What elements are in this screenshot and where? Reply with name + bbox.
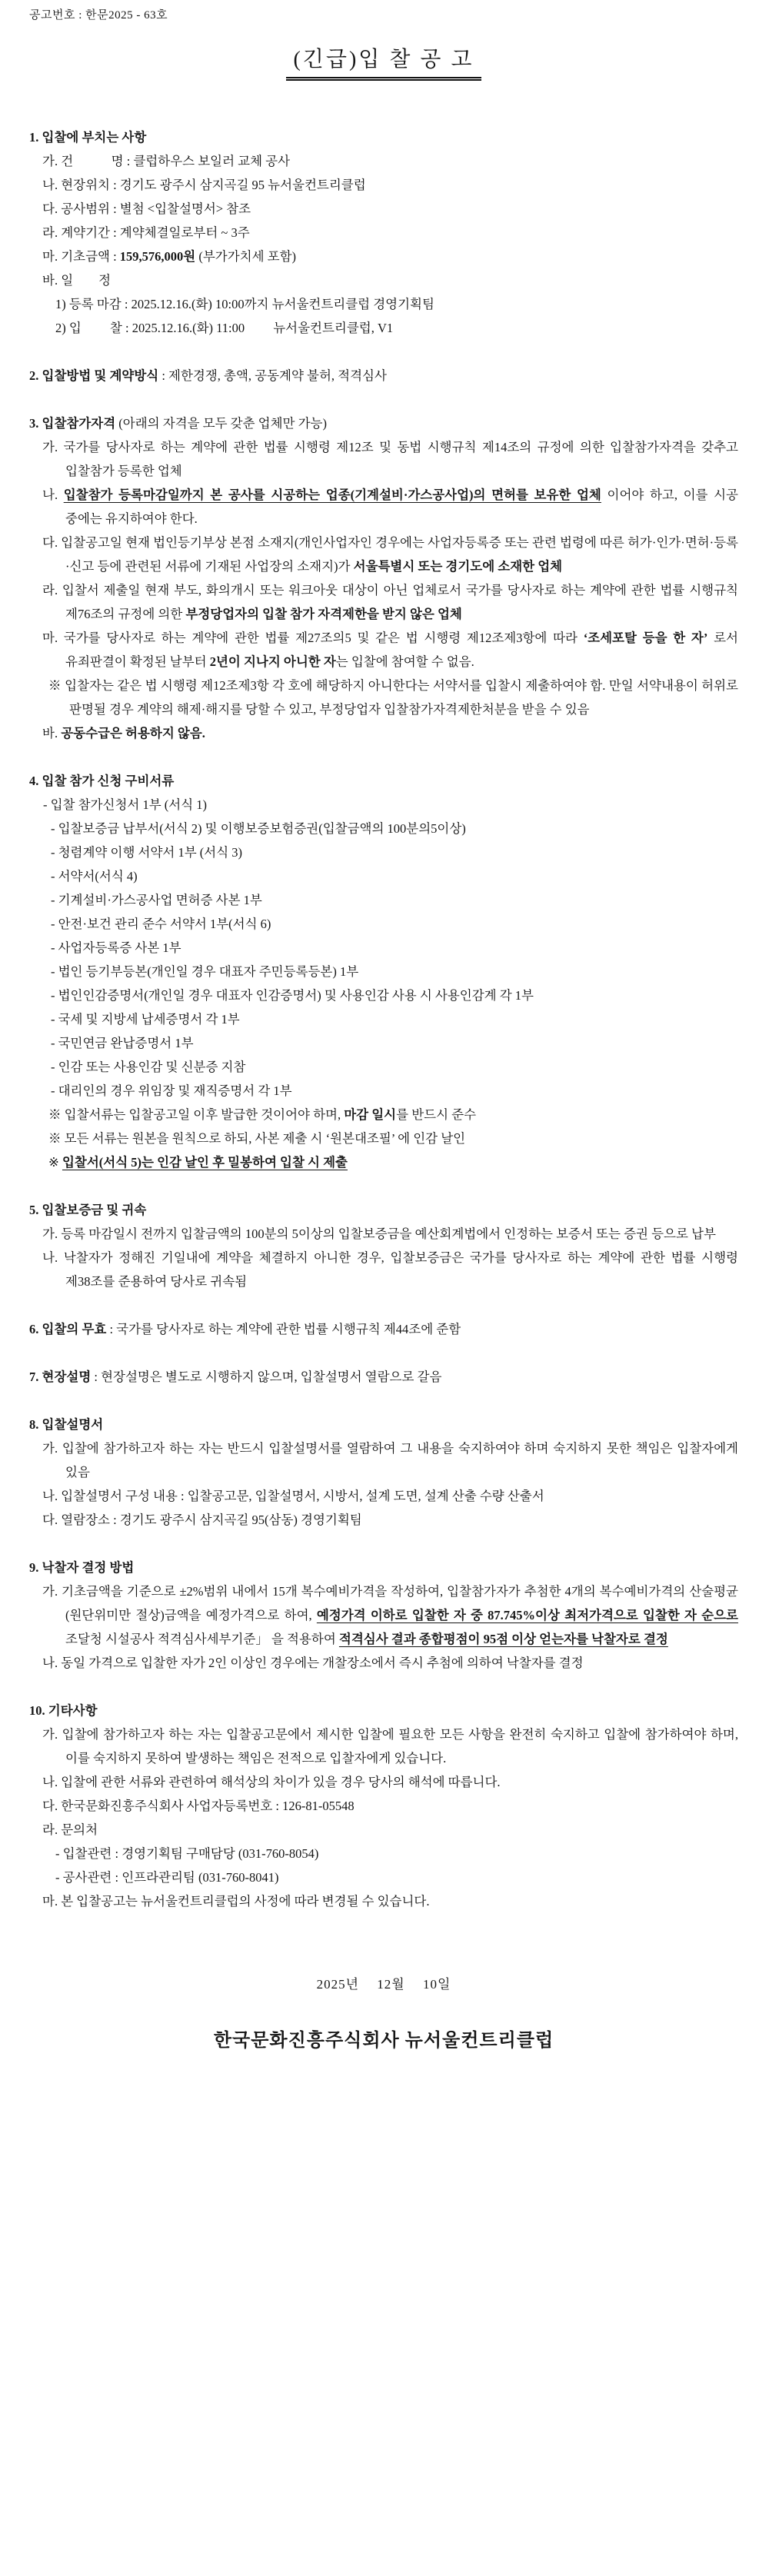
issuer-company-name: 한국문화진흥주식회사 뉴서울컨트리클럽 xyxy=(213,2031,554,2051)
doc-line: 다. 공사범위 : 별첨 <입찰설명서> 참조 xyxy=(42,201,251,216)
doc-line: 가. 건 명 : 클럽하우스 보일러 교체 공사 xyxy=(42,154,291,168)
doc-line: 2) 입 찰 : 2025.12.16.(화) 11:00 뉴서울컨트리클럽, V1 xyxy=(55,321,394,335)
doc-line: 6. 입찰의 무효 : 국가를 당사자로 하는 계약에 관한 법률 시행규칙 제44조에 준함 xyxy=(29,1322,461,1336)
doc-line: 마. 본 입찰공고는 뉴서울컨트리클럽의 사정에 따라 변경될 수 있습니다. xyxy=(42,1894,430,1909)
doc-line: 10. 기타사항 xyxy=(29,1703,98,1718)
doc-line: - 입찰보증금 납부서(서식 2) 및 이행보증보험증권(입찰금액의 100분의5이상) xyxy=(51,821,466,836)
doc-line: 8. 입찰설명서 xyxy=(29,1417,104,1432)
doc-line: 가. 국가를 당사자로 하는 계약에 관한 법률 시행령 제12조 및 동법 시행규칙 제14조의 규정에 의한 입찰참가자격을 갖추고 입찰참가 등록한 업체 xyxy=(42,440,738,478)
doc-line: 마. 국가를 당사자로 하는 계약에 관한 법률 제27조의5 및 같은 법 시행령 제12조제3항에 따라 ‘조세포탈 등을 한 자’ 로서 유죄판결이 확정된 날부터 2년이 지나지 아니한 자는 입찰에 참여할 수 없음. xyxy=(42,631,738,669)
doc-line: 라. 계약기간 : 계약체결일로부터 ~ 3주 xyxy=(42,225,250,240)
doc-line: 바. 공동수급은 허용하지 않음. xyxy=(42,726,205,741)
doc-line: 나. 입찰설명서 구성 내용 : 입찰공고문, 입찰설명서, 시방서, 설계 도면, 설계 산출 수량 산출서 xyxy=(42,1489,544,1503)
doc-line: 5. 입찰보증금 및 귀속 xyxy=(29,1203,147,1217)
doc-line: - 기계설비·가스공사업 면허증 사본 1부 xyxy=(51,893,262,907)
doc-line: - 인감 또는 사용인감 및 신분증 지참 xyxy=(51,1060,246,1074)
doc-line: 바. 일 정 xyxy=(42,273,112,288)
doc-line: 라. 문의처 xyxy=(42,1822,98,1837)
doc-line: 가. 기초금액을 기준으로 ±2%범위 내에서 15개 복수예비가격을 작성하여, 입찰참가자가 추첨한 4개의 복수예비가격의 산술평균(원단위미만 절상)금액을 예정가격으로 하여, 예정가격 이하로 입찰한 자 중 87.745%이상 최저가격으로 입찰한 자 순으로 조달청 시설공사 적격심사세부기준」 을 적용하여 적격심사 결과 종합평점이 95점 이상 얻는자를 낙찰자로 결정 xyxy=(42,1584,738,1646)
doc-line: 라. 입찰서 제출일 현재 부도, 화의개시 또는 워크아웃 대상이 아닌 업체로서 국가를 당사자로 하는 계약에 관한 법률 시행규칙 제76조의 규정에 의한 부정당업자의 입찰 참가 자격제한을 받지 않은 업체 xyxy=(42,583,738,621)
doc-line: 4. 입찰 참가 신청 구비서류 xyxy=(29,774,175,788)
doc-line: 나. 현장위치 : 경기도 광주시 삼지곡길 95 뉴서울컨트리클럽 xyxy=(42,178,366,192)
doc-line: 1) 등록 마감 : 2025.12.16.(화) 10:00까지 뉴서울컨트리클럽 경영기획팀 xyxy=(55,297,434,311)
doc-line: - 입찰 참가신청서 1부 (서식 1) xyxy=(43,797,207,812)
doc-line: - 입찰관련 : 경영기획팀 구매담당 (031-760-8054) xyxy=(55,1846,319,1861)
doc-line: 나. 입찰에 관한 서류와 관련하여 해석상의 차이가 있을 경우 당사의 해석에 따릅니다. xyxy=(42,1775,501,1789)
doc-line: - 국민연금 완납증명서 1부 xyxy=(51,1036,194,1050)
document-title-wrap xyxy=(29,42,738,81)
doc-line: 2. 입찰방법 및 계약방식 : 제한경쟁, 총액, 공동계약 불허, 적격심사 xyxy=(29,368,387,383)
doc-line: 가. 입찰에 참가하고자 하는 자는 반드시 입찰설명서를 열람하여 그 내용을 숙지하여야 하며 숙지하지 못한 책임은 입찰자에게 있음 xyxy=(42,1441,738,1479)
doc-line: ※ 입찰자는 같은 법 시행령 제12조제3항 각 호에 해당하지 아니한다는 서약서를 입찰시 제출하여야 함. 만일 서약내용이 허위로 판명될 경우 계약의 해제·해지를 당할 수 있고, 부정당업자 입찰참가자격제한처분을 받을 수 있음 xyxy=(48,678,738,717)
doc-line: - 대리인의 경우 위임장 및 재직증명서 각 1부 xyxy=(51,1083,292,1098)
doc-line: 마. 기초금액 : 159,576,000원 (부가가치세 포함) xyxy=(42,249,297,264)
doc-line: 다. 입찰공고일 현재 법인등기부상 본점 소재지(개인사업자인 경우에는 사업자등록증 또는 관련 법령에 따른 허가·인가·면허·등록·신고 등에 관련된 서류에 기재된 사업장의 소재지)가 서울특별시 또는 경기도에 소재한 업체 xyxy=(42,535,738,574)
doc-line: 7. 현장설명 : 현장설명은 별도로 시행하지 않으며, 입찰설명서 열람으로 갈음 xyxy=(29,1370,442,1384)
doc-line: 3. 입찰참가자격 (아래의 자격을 모두 갖춘 업체만 가능) xyxy=(29,416,327,431)
doc-line: - 서약서(서식 4) xyxy=(51,869,138,884)
doc-line: - 법인 등기부등본(개인일 경우 대표자 주민등록등본) 1부 xyxy=(51,964,359,979)
doc-line: 1. 입찰에 부치는 사항 xyxy=(29,130,147,145)
notice-number: 공고번호 : 한문2025 - 63호 xyxy=(29,9,168,22)
document-body xyxy=(29,125,738,1913)
doc-line: ※ 입찰서류는 입찰공고일 이후 발급한 것이어야 하며, 마감 일시를 반드시 준수 xyxy=(48,1107,477,1122)
doc-line: 다. 한국문화진흥주식회사 사업자등록번호 : 126-81-05548 xyxy=(42,1799,355,1813)
issue-date: 2025년 12월 10일 xyxy=(316,1977,451,1992)
doc-line: 나. 동일 가격으로 입찰한 자가 2인 이상인 경우에는 개찰장소에서 즉시 추첨에 의하여 낙찰자를 결정 xyxy=(42,1656,584,1670)
doc-line: - 안전·보건 관리 준수 서약서 1부(서식 6) xyxy=(51,917,271,931)
document-title: (긴급)입 찰 공 고 xyxy=(286,42,482,81)
doc-line: - 법인인감증명서(개인일 경우 대표자 인감증명서) 및 사용인감 사용 시 사용인감계 각 1부 xyxy=(51,988,534,1003)
doc-line: ※ 입찰서(서식 5)는 인감 날인 후 밀봉하여 입찰 시 제출 xyxy=(48,1155,348,1170)
doc-line: 나. 입찰참가 등록마감일까지 본 공사를 시공하는 업종(기계설비·가스공사업)의 면허를 보유한 업체 이어야 하고, 이를 시공 중에는 유지하여야 한다. xyxy=(42,488,738,526)
doc-line: - 청렴계약 이행 서약서 1부 (서식 3) xyxy=(51,845,243,860)
doc-line: - 공사관련 : 인프라관리팀 (031-760-8041) xyxy=(55,1870,279,1885)
doc-line: 다. 열람장소 : 경기도 광주시 삼지곡길 95(삼동) 경영기획팀 xyxy=(42,1513,362,1527)
doc-line: ※ 모든 서류는 원본을 원칙으로 하되, 사본 제출 시 ‘원본대조필’ 에 인감 날인 xyxy=(48,1131,466,1146)
doc-line: 9. 낙찰자 결정 방법 xyxy=(29,1560,135,1575)
doc-line: - 사업자등록증 사본 1부 xyxy=(51,940,181,955)
doc-line: 가. 등록 마감일시 전까지 입찰금액의 100분의 5이상의 입찰보증금을 예산회계법에서 인정하는 보증서 또는 증권 등으로 납부 xyxy=(42,1226,716,1241)
doc-line: - 국세 및 지방세 납세증명서 각 1부 xyxy=(51,1012,240,1027)
doc-line: 가. 입찰에 참가하고자 하는 자는 입찰공고문에서 제시한 입찰에 필요한 모든 사항을 완전히 숙지하고 입찰에 참가하여야 하며, 이를 숙지하지 못하여 발생하는 책임은 전적으로 입찰자에게 있습니다. xyxy=(42,1727,738,1766)
doc-line: 나. 낙찰자가 정해진 기일내에 계약을 체결하지 아니한 경우, 입찰보증금은 국가를 당사자로 하는 계약에 관한 법률 시행령 제38조를 준용하여 당사로 귀속됨 xyxy=(42,1250,738,1289)
